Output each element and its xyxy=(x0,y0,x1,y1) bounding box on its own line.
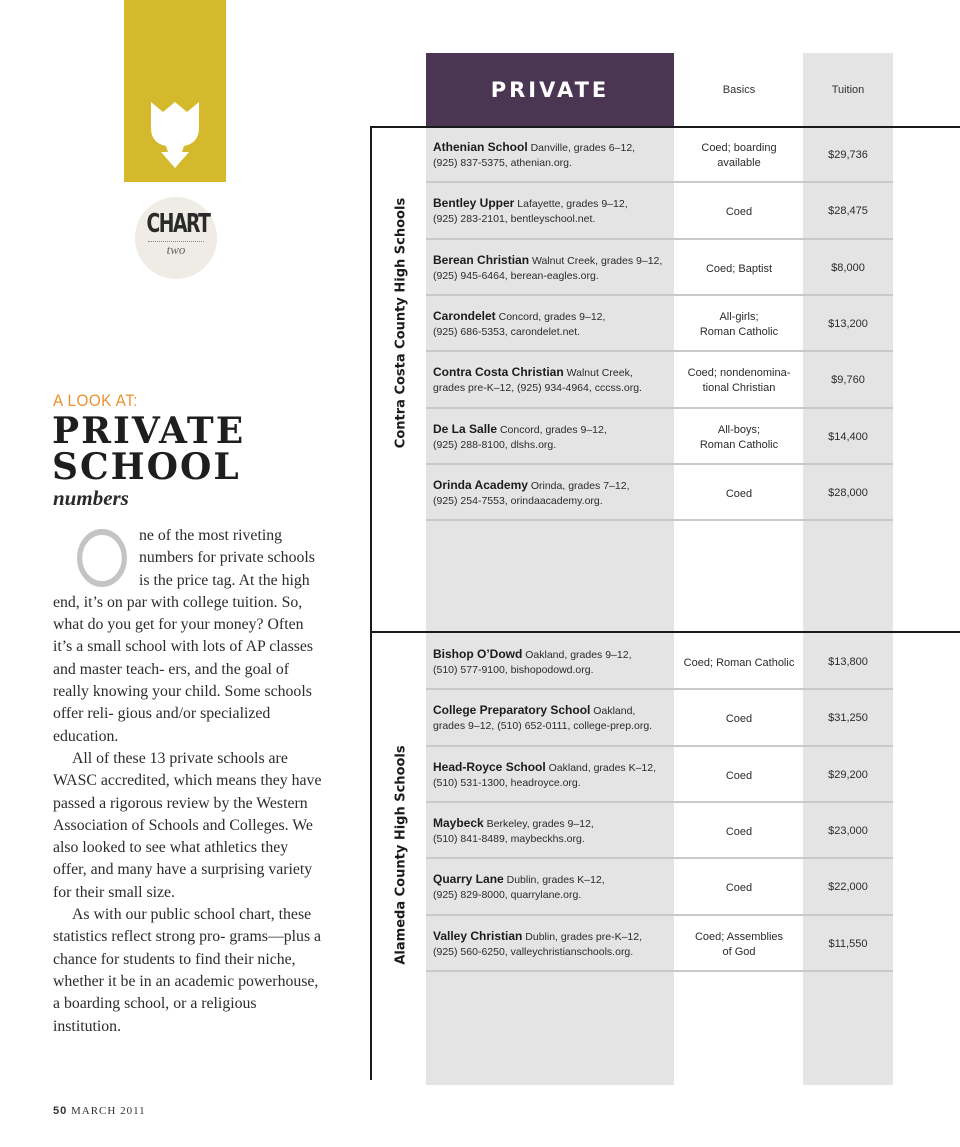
school-info xyxy=(433,140,673,171)
fork-arrow-icon xyxy=(124,0,226,182)
school-info xyxy=(433,422,673,453)
badge-number: two xyxy=(166,242,186,257)
school-name: Carondelet xyxy=(433,308,496,323)
school-contact: (925) 288-8100, dlshs.org. xyxy=(433,438,557,451)
table-title: PRIVATE xyxy=(426,53,674,127)
basics-line-1: Coed xyxy=(725,206,753,219)
basics-cell xyxy=(676,712,802,727)
school-name: College Preparatory School xyxy=(433,703,591,718)
row-separator xyxy=(426,238,893,240)
school-details: Walnut Creek, grades 9–12, xyxy=(529,254,663,267)
article-body xyxy=(53,525,323,1038)
subhead: numbers xyxy=(53,486,129,510)
tuition-cell: $28,000 xyxy=(828,486,868,499)
row-separator xyxy=(426,463,893,465)
row-separator xyxy=(426,801,893,803)
badge-word: CHART xyxy=(146,209,210,239)
basics-line-1: Coed xyxy=(725,825,753,838)
basics-cell xyxy=(676,262,802,277)
group-divider-middle xyxy=(370,631,960,633)
school-contact: (510) 531-1300, headroyce.org. xyxy=(433,776,581,789)
row-separator xyxy=(426,294,893,296)
school-contact: (925) 837-5375, athenian.org. xyxy=(433,157,572,169)
school-info xyxy=(433,929,673,960)
school-contact: grades pre-K–12, (925) 934-4964, cccss.org. xyxy=(433,382,642,395)
school-name: Quarry Lane xyxy=(433,872,504,887)
headline-line-2: SCHOOL xyxy=(52,446,241,488)
column-header-basics: Basics xyxy=(722,84,756,96)
basics-cell xyxy=(676,423,802,453)
basics-line-1: Coed xyxy=(725,882,753,895)
school-contact: (510) 577-9100, bishopodowd.org. xyxy=(433,664,594,676)
school-details: Dublin, grades pre-K–12, xyxy=(522,930,643,943)
basics-cell xyxy=(676,205,802,220)
paragraph-1: ne of the most riveting numbers for private schools is the price tag. At the high end, it’s on par with college tuition. So, what do you get for your money? Often it’s a small school with lots of AP classes and master teach- ers, and the goal of really knowing your child. Some schools offer reli- gious and/or specialized education. xyxy=(53,527,315,745)
school-name: De La Salle xyxy=(433,421,498,436)
basics-line-1: Coed; boarding xyxy=(701,142,777,154)
school-details: Walnut Creek, xyxy=(563,367,633,380)
headline-line-1: PRIVATE xyxy=(52,410,246,452)
basics-cell xyxy=(676,141,802,171)
basics-cell xyxy=(676,487,802,502)
school-details: Danville, grades 6–12, xyxy=(527,142,636,154)
school-info xyxy=(433,253,673,284)
school-details: Berkeley, grades 9–12, xyxy=(483,817,594,830)
row-separator xyxy=(426,519,893,521)
row-separator xyxy=(426,181,893,183)
school-name: Valley Christian xyxy=(433,928,523,943)
group-divider-top xyxy=(370,126,960,128)
basics-cell xyxy=(676,881,802,896)
basics-line-2: of God xyxy=(722,945,756,958)
school-name: Head-Royce School xyxy=(433,759,546,774)
dropcap-o xyxy=(77,529,127,587)
school-contact: grades 9–12, (510) 652-0111, college-prep.org. xyxy=(433,720,653,733)
basics-cell xyxy=(676,825,802,840)
row-separator xyxy=(426,857,893,859)
school-info xyxy=(433,365,673,396)
basics-cell xyxy=(676,930,802,960)
page-number: 50 xyxy=(53,1105,68,1117)
school-name: Orinda Academy xyxy=(433,477,528,492)
row-separator xyxy=(426,745,893,747)
basics-line-1: Coed xyxy=(725,487,753,500)
school-name: Athenian School xyxy=(433,140,528,154)
issue-date: MARCH 2011 xyxy=(71,1105,146,1117)
school-info xyxy=(433,816,673,847)
school-info xyxy=(433,872,673,903)
school-info xyxy=(433,647,673,678)
tuition-cell: $23,000 xyxy=(828,824,868,837)
tuition-cell: $14,400 xyxy=(828,430,868,443)
row-separator xyxy=(426,688,893,690)
row-separator xyxy=(426,407,893,409)
tuition-cell: $8,000 xyxy=(831,261,865,274)
school-name: Berean Christian xyxy=(433,252,530,267)
school-details: Oakland, grades K–12, xyxy=(545,761,657,774)
gold-tab-graphic xyxy=(124,0,226,182)
basics-cell xyxy=(676,656,802,671)
tuition-cell: $13,800 xyxy=(828,656,868,668)
tuition-cell: $22,000 xyxy=(828,881,868,894)
paragraph-2: All of these 13 private schools are WASC accredited, which means they have passed a rigorous review by the Western Association of Schools and Colleges. We also looked to see what athletics they offer, and many have a surprising variety for their small size. xyxy=(53,749,322,901)
row-separator xyxy=(426,350,893,352)
basics-line-1: Coed; nondenomina- xyxy=(687,367,791,380)
tuition-cell: $11,550 xyxy=(828,937,868,950)
tuition-cell: $31,250 xyxy=(828,712,868,725)
chart-badge xyxy=(135,197,217,279)
school-info xyxy=(433,478,673,509)
school-contact: (925) 686-5353, carondelet.net. xyxy=(433,325,581,338)
basics-line-1: Coed; Roman Catholic xyxy=(683,657,795,669)
headline xyxy=(52,410,246,488)
school-details: Concord, grades 9–12, xyxy=(495,310,606,323)
school-info xyxy=(433,703,673,734)
basics-line-2: Roman Catholic xyxy=(699,438,779,451)
column-header-tuition: Tuition xyxy=(831,84,865,96)
school-details: Oakland, grades 9–12, xyxy=(522,649,632,661)
row-separator xyxy=(426,970,893,972)
school-contact: (925) 560-6250, valleychristianschools.org. xyxy=(433,945,634,958)
school-info xyxy=(433,196,673,227)
school-details: Lafayette, grades 9–12, xyxy=(514,198,628,211)
tuition-cell: $29,200 xyxy=(828,768,868,781)
tuition-cell: $13,200 xyxy=(828,317,868,330)
basics-cell xyxy=(676,310,802,340)
group-bracket-line xyxy=(370,126,372,1080)
basics-line-1: All-girls; xyxy=(719,310,759,323)
basics-cell xyxy=(676,769,802,784)
kicker: A LOOK AT: xyxy=(53,391,139,410)
paragraph-3: As with our public school chart, these statistics reflect strong pro- grams—plus a chance for students to find their niche, whether it be in an academic powerhouse, a boarding school, or a religious institution. xyxy=(53,906,322,1035)
school-contact: (510) 841-8489, maybeckhs.org. xyxy=(433,832,585,845)
school-contact: (925) 283-2101, bentleyschool.net. xyxy=(433,213,596,226)
basics-line-2: Roman Catholic xyxy=(699,325,779,338)
school-details: Concord, grades 9–12, xyxy=(497,423,607,436)
school-contact: (925) 254-7553, orindaacademy.org. xyxy=(433,494,603,507)
school-contact: (925) 945-6464, berean-eagles.org. xyxy=(433,269,599,282)
basics-line-1: Coed xyxy=(725,713,753,726)
basics-line-2: tional Christian xyxy=(702,382,776,395)
tuition-cell: $29,736 xyxy=(828,149,868,161)
school-name: Bishop O’Dowd xyxy=(433,647,523,661)
basics-line-1: Coed; Baptist xyxy=(705,262,773,275)
school-details: Orinda, grades 7–12, xyxy=(527,479,630,492)
school-info xyxy=(433,309,673,340)
tuition-cell: $9,760 xyxy=(831,374,865,387)
school-contact: (925) 829-8000, quarrylane.org. xyxy=(433,889,582,902)
basics-line-1: Coed; Assemblies xyxy=(694,930,784,943)
school-name: Maybeck xyxy=(433,815,484,830)
school-details: Dublin, grades K–12, xyxy=(503,874,605,887)
basics-line-2: available xyxy=(717,157,761,169)
row-separator xyxy=(426,914,893,916)
folio xyxy=(53,1105,146,1117)
school-info xyxy=(433,760,673,791)
school-details: Oakland, xyxy=(590,705,636,718)
basics-line-1: Coed xyxy=(725,769,753,782)
school-name: Bentley Upper xyxy=(433,196,515,211)
tuition-cell: $28,475 xyxy=(828,205,868,218)
basics-line-1: All-boys; xyxy=(717,423,761,436)
basics-cell xyxy=(676,366,802,396)
school-name: Contra Costa Christian xyxy=(433,365,564,380)
